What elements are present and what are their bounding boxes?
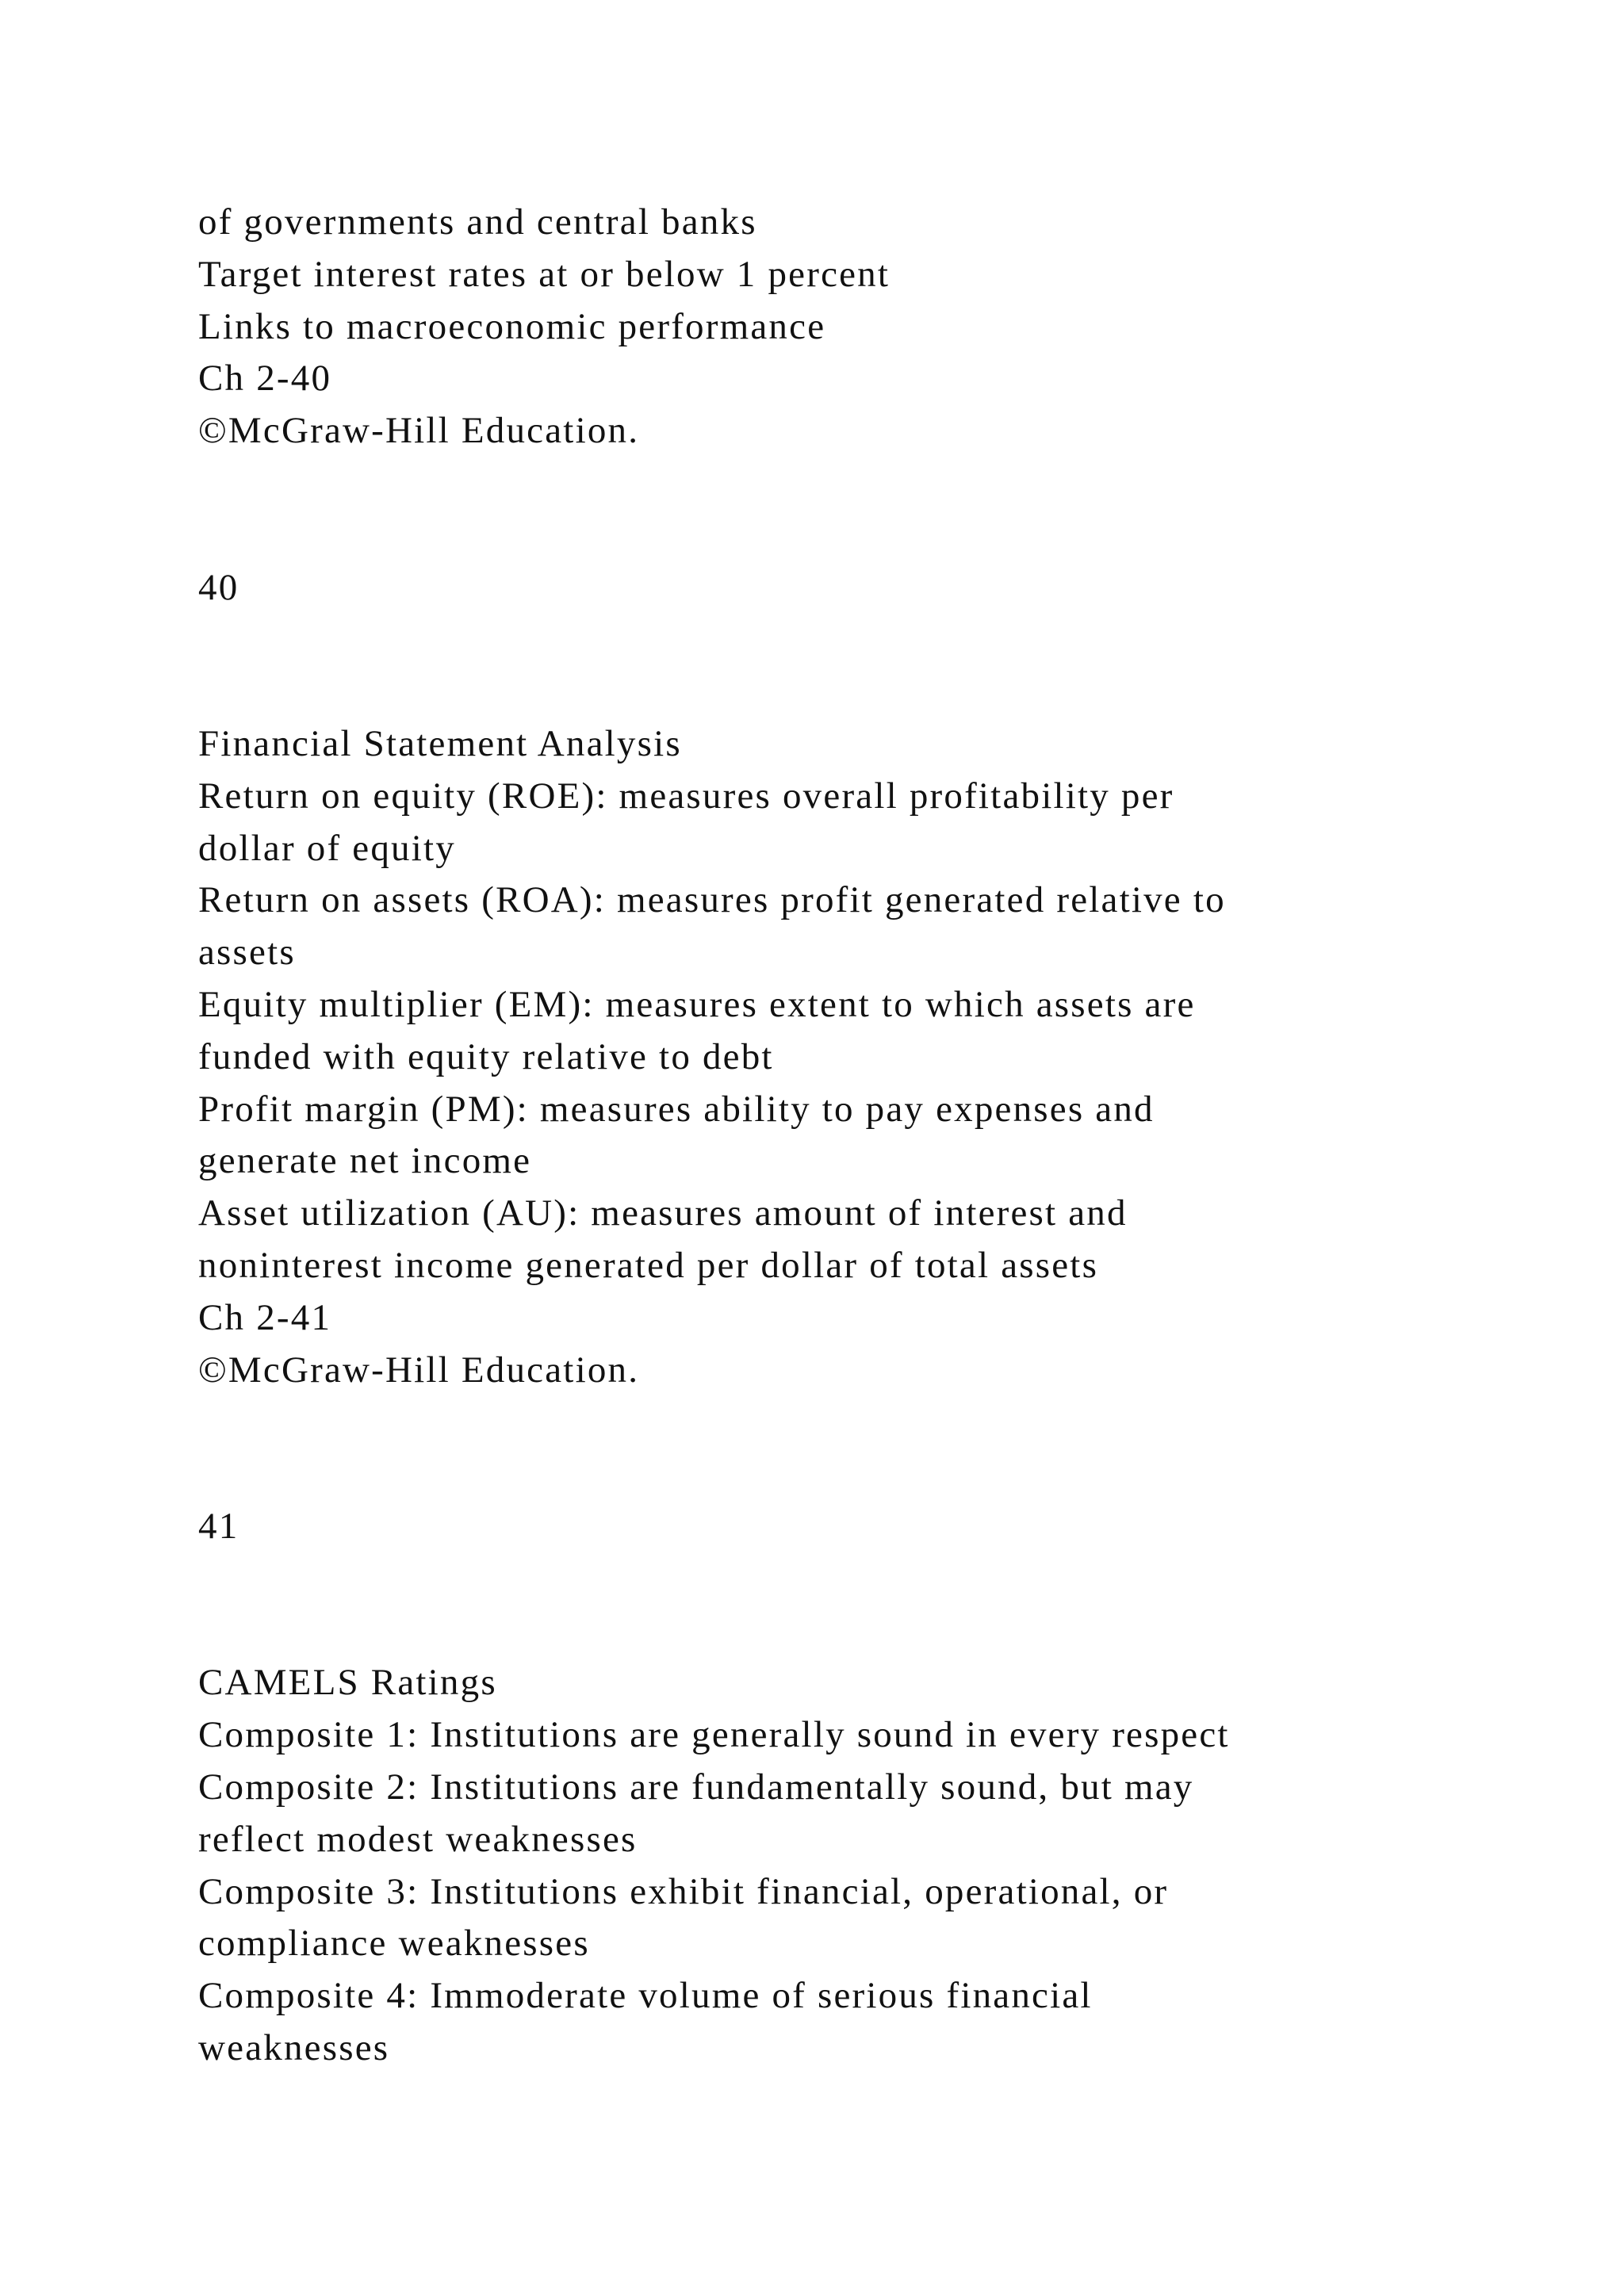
blank-line (198, 614, 1546, 666)
text-line: Composite 3: Institutions exhibit financial, operational, or (198, 1870, 1169, 1912)
section-heading: CAMELS Ratings (198, 1662, 497, 1704)
blank-line (198, 1396, 1546, 1448)
text-line: Composite 1: Institutions are generally sound in every respect (198, 1714, 1230, 1756)
text-line: Asset utilization (AU): measures amount of interest and (198, 1192, 1128, 1234)
text-line: Return on assets (ROA): measures profit generated relative to (198, 879, 1226, 921)
text-line: Profit margin (PM): measures ability to pay expenses and (198, 1088, 1155, 1130)
page-number: 40 (198, 566, 239, 608)
text-line: Links to macroeconomic performance (198, 305, 826, 347)
copyright-notice: ©McGraw-Hill Education. (198, 1349, 640, 1391)
slide-reference: Ch 2-41 (198, 1296, 332, 1338)
text-line: Composite 4: Immoderate volume of serious financial (198, 1975, 1093, 2017)
text-line: Return on equity (ROE): measures overall profitability per (198, 775, 1174, 817)
blank-line (198, 1553, 1546, 1605)
blank-line (198, 666, 1546, 718)
text-line: noninterest income generated per dollar of total assets (198, 1244, 1099, 1286)
text-line: Composite 2: Institutions are fundamentally sound, but may (198, 1766, 1194, 1808)
blank-line (198, 510, 1546, 562)
blank-line (198, 1448, 1546, 1501)
blank-line (198, 1605, 1546, 1658)
blank-line (198, 457, 1546, 510)
text-line: dollar of equity (198, 827, 456, 869)
text-line: reflect modest weaknesses (198, 1818, 638, 1860)
section-heading: Financial Statement Analysis (198, 722, 682, 764)
text-line: assets (198, 932, 296, 974)
copyright-notice: ©McGraw-Hill Education. (198, 410, 640, 452)
text-line: generate net income (198, 1140, 532, 1182)
text-line: funded with equity relative to debt (198, 1035, 774, 1077)
page-number: 41 (198, 1505, 239, 1547)
text-line: Target interest rates at or below 1 percent (198, 253, 891, 295)
slide-reference: Ch 2-40 (198, 358, 332, 400)
text-line: compliance weaknesses (198, 1923, 590, 1965)
text-line: of governments and central banks (198, 201, 757, 243)
text-line: Equity multiplier (EM): measures extent to which assets are (198, 983, 1196, 1025)
text-line: weaknesses (198, 2026, 390, 2068)
document-text (198, 197, 1546, 2075)
